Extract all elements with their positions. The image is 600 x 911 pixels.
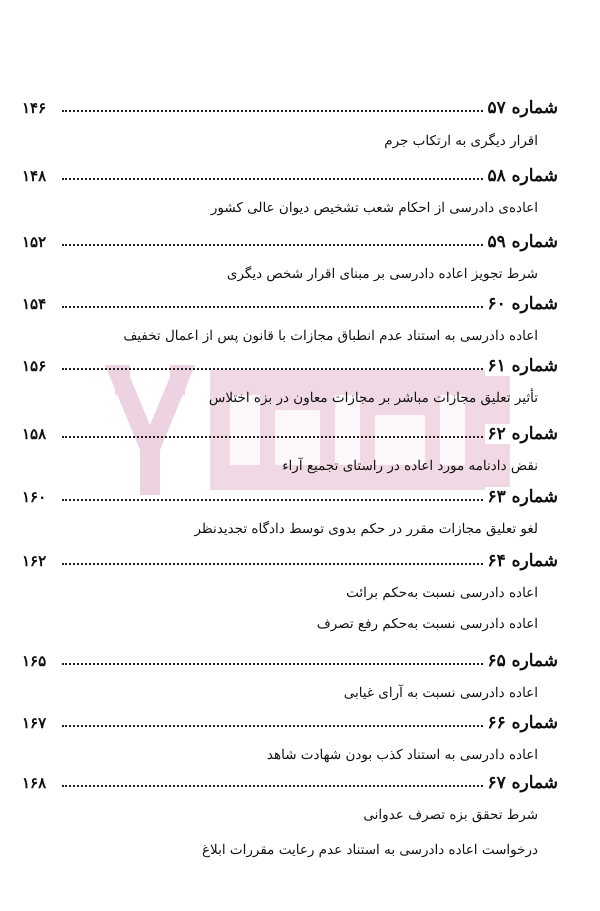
toc-entry[interactable] bbox=[22, 232, 558, 252]
toc-entry-subtitle: تأثیر تعلیق مجازات مباشر بر مجازات معاون در بزه اختلاس bbox=[208, 390, 538, 406]
toc-entry[interactable] bbox=[22, 713, 558, 733]
toc-entry-subtitle: اعاده دادرسی به استناد کذب بودن شهادت شاهد bbox=[266, 747, 538, 763]
toc-entry-title: شماره ۶۳ bbox=[487, 487, 558, 507]
toc-entry[interactable] bbox=[22, 98, 558, 118]
dot-leader bbox=[62, 725, 558, 727]
toc-entry-title: شماره ۶۶ bbox=[487, 713, 558, 733]
toc-entry[interactable] bbox=[22, 773, 558, 793]
toc-entry[interactable] bbox=[22, 166, 558, 186]
toc-entry-subtitle: شرط تحقق بزه تصرف عدوانی bbox=[363, 807, 538, 823]
dot-leader bbox=[62, 244, 558, 246]
dot-leader bbox=[62, 368, 558, 370]
toc-entry-page-number: ۱۴۶ bbox=[22, 98, 49, 118]
toc-entry-subtitle: اقرار دیگری به ارتکاب جرم bbox=[384, 133, 538, 149]
toc-entry-subtitle: درخواست اعاده دادرسی به استناد عدم رعایت مقررات ابلاغ bbox=[202, 842, 538, 858]
toc-entry-page-number: ۱۶۷ bbox=[22, 713, 49, 733]
dot-leader bbox=[62, 110, 558, 112]
dot-leader bbox=[62, 563, 558, 565]
dot-leader bbox=[62, 178, 558, 180]
toc-entry-title: شماره ۵۹ bbox=[487, 232, 558, 252]
toc-entry-page-number: ۱۶۸ bbox=[22, 773, 49, 793]
toc-entry-page-number: ۱۵۸ bbox=[22, 424, 49, 444]
toc-entry-subtitle: اعاده دادرسی نسبت به آرای غیابی bbox=[343, 685, 538, 701]
toc-entry[interactable] bbox=[22, 487, 558, 507]
toc-entry-subtitle: اعاده‌ی دادرسی از احکام شعب تشخیص دیوان عالی کشور bbox=[210, 200, 538, 216]
toc-entry[interactable] bbox=[22, 356, 558, 376]
toc-entry-subtitle: نقض دادنامه مورد اعاده در راستای تجمیع آراء bbox=[282, 458, 538, 474]
toc-entry-page-number: ۱۶۰ bbox=[22, 487, 49, 507]
toc-entry[interactable] bbox=[22, 424, 558, 444]
dot-leader bbox=[62, 663, 558, 665]
toc-entry-title: شماره ۶۲ bbox=[487, 424, 558, 444]
toc-entry-subtitle: اعاده دادرسی نسبت به‌حکم برائت bbox=[346, 585, 538, 601]
toc-entry-title: شماره ۶۴ bbox=[487, 551, 558, 571]
toc-entry-page-number: ۱۵۲ bbox=[22, 232, 49, 252]
toc-entry[interactable] bbox=[22, 651, 558, 671]
toc-entry-title: شماره ۵۷ bbox=[487, 98, 558, 118]
toc-entry-title: شماره ۶۷ bbox=[487, 773, 558, 793]
toc-entry[interactable] bbox=[22, 551, 558, 571]
toc-entry-page-number: ۱۵۶ bbox=[22, 356, 49, 376]
toc-entry-title: شماره ۶۰ bbox=[487, 294, 558, 314]
toc-entry-subtitle: شرط تجویز اعاده دادرسی بر مبنای اقرار شخص دیگری bbox=[226, 266, 538, 282]
toc-entry-page-number: ۱۴۸ bbox=[22, 166, 49, 186]
dot-leader bbox=[62, 499, 558, 501]
toc-entry-subtitle: اعاده دادرسی به استناد عدم انطباق مجازات با قانون پس از اعمال تخفیف bbox=[123, 328, 538, 344]
dot-leader bbox=[62, 306, 558, 308]
dot-leader bbox=[62, 436, 558, 438]
toc-entry-title: شماره ۶۵ bbox=[487, 651, 558, 671]
toc-entry[interactable] bbox=[22, 294, 558, 314]
toc-entry-page-number: ۱۶۲ bbox=[22, 551, 49, 571]
toc-entry-page-number: ۱۶۵ bbox=[22, 651, 49, 671]
toc-entry-title: شماره ۶۱ bbox=[487, 356, 558, 376]
toc-entry-title: شماره ۵۸ bbox=[487, 166, 558, 186]
toc-entry-subtitle: لغو تعلیق مجازات مقرر در حکم بدوی توسط دادگاه تجدیدنظر bbox=[194, 521, 538, 537]
dot-leader bbox=[62, 785, 558, 787]
toc-entry-page-number: ۱۵۴ bbox=[22, 294, 49, 314]
toc-entry-subtitle: اعاده دادرسی نسبت به‌حکم رفع تصرف bbox=[316, 616, 538, 632]
